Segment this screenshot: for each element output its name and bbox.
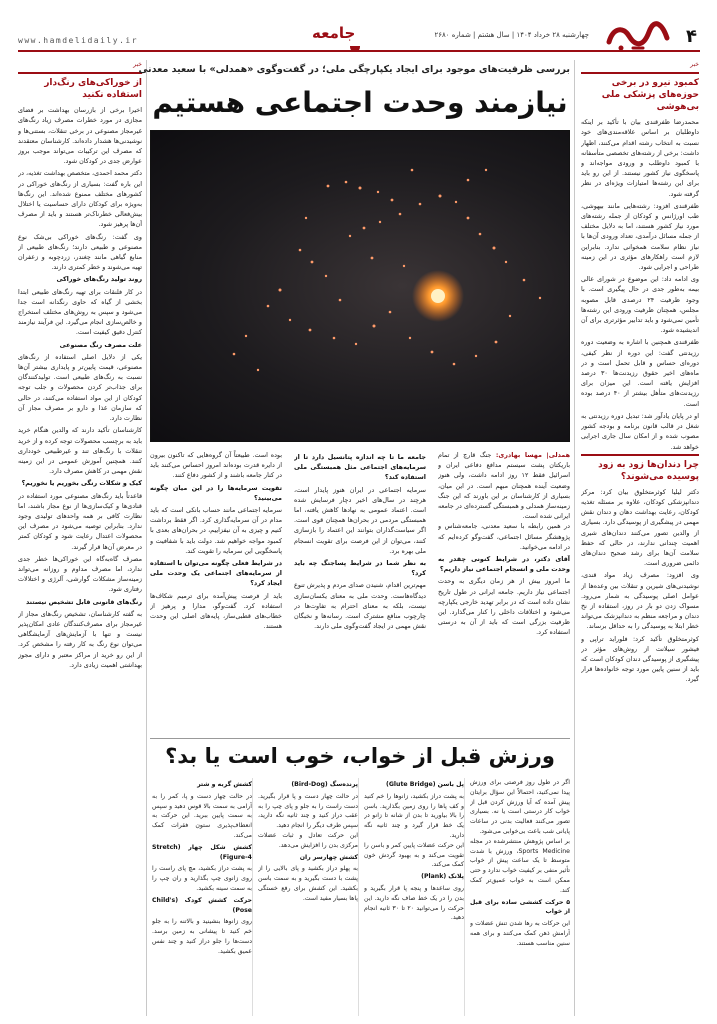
- news-paragraph: یکی از دلایل اصلی استفاده از رنگ‌های مصنوعی، قیمت پایین‌تر و پایداری بیشتر آن‌ها نسبت به رنگ‌های طبیعی است. تولیدکنندگان برای جذاب‌تر کردن محصولات و جلب توجه کودکان از این مواد استفاده می‌کنند، در حالی که سازمان غذا و دارو بر مصرف مجاز آن نظارت دارد.: [18, 352, 142, 423]
- interview-column-3: [150, 450, 282, 735]
- news-paragraph: به گفته کارشناسان، تشخیص رنگ‌های مجاز از غیرمجاز برای مصرف‌کنندگان عادی امکان‌پذیر نیست و تنها با آزمایش‌های آزمایشگاهی می‌توان نوع رنگ به کار رفته را مشخص کرد. از این رو خرید از مراکز معتبر و دارای مجوز بهداشتی اهمیت زیادی دارد.: [18, 609, 142, 669]
- news-kicker: خبر: [690, 61, 699, 68]
- news-subhead: روند تولید رنگ‌های خوراکی: [56, 275, 142, 284]
- article-paragraph: این حرکت عضلات پایین کمر و باسن را تقویت می‌کند و به بهبود گردش خون کمک می‌کند.: [364, 841, 464, 869]
- article-paragraph: بر اساس پژوهش منتشرشده در مجله Sports Medicine، ورزش با شدت متوسط تا یک ساعت پیش از خواب تأثیر منفی بر کیفیت خواب ندارد و حتی ممکن است به خواب عمیق‌تر کمک کند.: [470, 837, 570, 894]
- news-headline: کمبود نیرو در برخی حوزه‌های پزشکی ملی بی‌هوشی: [581, 72, 699, 113]
- article-paragraph: روی زانوها بنشینید و بالاتنه را به جلو خم کنید تا پیشانی به زمین برسد. دست‌ها را جلو دراز کنید و چند نفس عمیق بکشید.: [152, 918, 252, 955]
- news-paragraph: دکتر لیلیا کوثرمتخلوق بیان کرد: مرکز دندانپزشکی کودکان، علاوه بر مسئله تغذیه کودکان، رعایت بهداشت دهان و دندان نقش مهمی در پیشگیری از پوسیدگی دارد. بسیاری از والدین تصور می‌کنند دندان‌های شیری اهمیت چندانی ندارند، در حالی که حفظ سلامت آن‌ها برای رشد صحیح دندان‌های دائمی ضروری است.: [581, 487, 699, 568]
- sport-subhead: پرنده‌سگ (Bird-Dog): [291, 781, 358, 788]
- sport-column-4: [152, 778, 252, 1016]
- news-paragraph: در کار فلنقات برای تهیه رنگ‌های طبیعی ابتدا بخشی از گیاه که حاوی رنگدانه است جدا می‌شود و سپس به روش‌های مختلف استخراج و خالص‌سازی انجام می‌گیرد. این فرآیند نیازمند کنترل دقیق کیفیت است.: [18, 287, 142, 337]
- issue-info: چهارشنبه ۲۸ خرداد ۱۴۰۴ | سال هشتم | شماره ۲۶۸۰: [434, 31, 589, 39]
- sport-subhead: کشش شکل چهار (Stretch Figure-4): [152, 843, 252, 861]
- news-paragraph: کوثرمتخلوق تأکید کرد: فلوراید تراپی و فیشور سیلانت از روش‌های مؤثر در پیشگیری از پوسیدگی دندان کودکان است که باید از سنین پایین مورد توجه خانواده‌ها قرار گیرد.: [581, 634, 699, 684]
- left-news-column: [18, 60, 142, 1016]
- page-number: ۴: [686, 26, 697, 47]
- news-paragraph: وی ادامه داد: این موضوع در شورای عالی بیمه به‌طور جدی در حال پیگیری است. با وجود ظرفیت ۲۴ درصدی قابل مصوبه مجلس، همچنان ظرفیت ورودی این رشته‌ها تأمین نمی‌شود و باید تدابیر مؤثرتری برای آن اندیشیده شود.: [581, 275, 699, 335]
- interview-answer: سرمایه اجتماعی در ایران هنوز پایدار است، هرچند در سال‌های اخیر دچار فرسایش شده است. اعتماد عمومی به نهادها کاهش یافته، اما همبستگی مردمی در بحران‌ها همچنان قوی است. اگر سیاست‌گذاران بتوانند این اعتماد را بازسازی کنند، می‌توان از این فرصت برای تقویت انسجام ملی بهره برد.: [294, 485, 426, 555]
- sport-subhead: ۵ حرکت کششی ساده برای قبل از خواب: [470, 898, 570, 916]
- article-paragraph: این حرکات به رها شدن تنش عضلات و آرامش ذهن کمک می‌کنند و برای همه سنین مناسب هستند.: [470, 920, 570, 947]
- news-headline: چرا دندان‌ها زود به زود پوسیده می‌شوند؟: [581, 454, 699, 483]
- lead-text: جنگ قارچ از تمام باریکتان پشت سیستم مدافع دفاعی ایران و اسرائیل فقط ۱۲ روز ادامه داشت، ولی هنوز وضعیت آینده همچنان مبهم است. در این میان، بسیاری از کارشناسان بر این باورند که این جنگ زمینه‌ساز همدلی و همبستگی گسترده‌ای در جامعه ایرانی شده است.: [438, 451, 570, 521]
- sport-column-2: [364, 778, 464, 1016]
- article-paragraph: اگر در طول روز فرصتی برای ورزش پیدا نمی‌کنید، احتمالاً این سؤال برایتان پیش آمده که آیا ورزش کردن قبل از خواب کار درستی است یا نه. بسیاری تصور می‌کنند فعالیت بدنی در ساعات پایانی شب باعث بی‌خوابی می‌شود.: [470, 779, 570, 835]
- article-paragraph: بوده است. طبیعتاً آن گروه‌هایی که تاکنون بیرون از دایره قدرت بوده‌اند امروز احساس می‌کنند باید در کنار جامعه باشند و از کشور دفاع کنند.: [150, 451, 282, 480]
- sport-subhead: کشش چهارسر ران: [299, 853, 358, 861]
- column-divider: [358, 778, 359, 1016]
- news-paragraph: قاعدتاً باید رنگ‌های مصنوعی مورد استفاده در قنادی‌ها و کیک‌سازی‌ها از نوع مجاز باشند، اما نظارت کافی بر همه واحدهای تولیدی وجود ندارد. بنابراین توصیه می‌شود در مصرف این محصولات اعتدال رعایت شود و کودکان کمتر در معرض آن‌ها قرار گیرند.: [18, 491, 142, 551]
- news-paragraph: او در پایان یادآور شد: تبدیل دوره رزیدنتی به شغل در قالب قانون برنامه و بودجه کشور مصوب شده و از امکان سال جاری اجرایی خواهد شد.: [581, 411, 699, 451]
- news-paragraph: کارشناسان تأکید دارند که والدین هنگام خرید باید به برچسب محصولات توجه کرده و از خرید تنقلات با رنگ‌های تند و غیرطبیعی خودداری کنند. همچنین آموزش عمومی در این زمینه نقش مهمی در کاهش مصرف دارد.: [18, 426, 142, 476]
- news-paragraph: دکتر محمد احمدی، متخصص بهداشت تغذیه، در این باره گفت: بسیاری از رنگ‌های خوراکی در کشورهای مختلف ممنوع شده‌اند. این رنگ‌ها به‌ویژه برای کودکان دارای حساسیت یا اختلال بیش‌فعالی خطرناک‌تر هستند و باید از مصرف آن‌ها پرهیز شود.: [18, 169, 142, 229]
- section-rule: [150, 738, 570, 739]
- article-paragraph: روی ساعدها و پنجه پا قرار بگیرید و بدن را در یک خط صاف نگه دارید. این حرکت را می‌توانید ۲۰ تا ۳۰ ثانیه انجام دهید.: [364, 884, 464, 922]
- news-paragraph: مصرف گاه‌به‌گاه این خوراکی‌ها خطر جدی ندارد، اما مصرف مداوم و روزانه می‌تواند زمینه‌ساز مشکلات گوارشی، آلرژی و اختلالات رفتاری شود.: [18, 554, 142, 594]
- photo-frame: [150, 130, 570, 442]
- news-subhead: علت مصرف رنگ مصنوعی: [59, 340, 142, 349]
- sport-column-1: [470, 778, 570, 1016]
- article-paragraph: در همین رابطه با سعید معدنی، جامعه‌شناس و پژوهشگر مسائل اجتماعی، گفت‌وگو کرده‌ایم که در ادامه می‌خوانید.: [438, 522, 570, 551]
- article-paragraph: به پشت دراز بکشید، زانوها را خم کنید و کف پاها را روی زمین بگذارید. باسن را بالا بیاورید تا بدن از شانه تا زانو در یک خط قرار گیرد و چند ثانیه نگه دارید.: [364, 792, 464, 839]
- news-subhead: کیک و شکلات رنگی بخوریم یا نخوریم؟: [21, 479, 142, 488]
- interview-answer: ما امروز بیش از هر زمان دیگری به وحدت اجتماعی نیاز داریم. جامعه ایرانی در طول تاریخ نشان داده است که در برابر تهدید خارجی یکپارچه می‌شود و اختلافات داخلی را کنار می‌گذارد. این ظرفیت بزرگی است که باید از آن به درستی استفاده کرد.: [438, 577, 570, 637]
- sport-subhead: پل باسن (Glute Bridge): [386, 781, 464, 788]
- interview-question: جامعه ما تا چه اندازه پتانسیل دارد تا از سرمایه‌های اجتماعی مثل همبستگی ملی استفاده کند؟: [294, 453, 426, 482]
- news-paragraph: وی افزود: مصرف زیاد مواد قندی، نوشیدنی‌های شیرین و تنقلات بین وعده‌ها از عوامل اصلی پوسیدگی به شمار می‌رود. مسواک زدن دو بار در روز، استفاده از نخ دندان و مراجعه منظم به دندانپزشک می‌تواند خطر ابتلا به پوسیدگی را به حداقل برساند.: [581, 571, 699, 631]
- sport-article-title: ورزش قبل از خواب، خوب است یا بد؟: [165, 744, 555, 768]
- news-headline: از خوراکی‌های رنگ‌دار استفاده نکنید: [18, 72, 142, 101]
- interview-body: [150, 450, 570, 735]
- article-paragraph: به پهلو دراز بکشید و پای بالایی را از پشت با دست بگیرید و به سمت باسن بکشید. این کشش برای رفع خستگی پاها بسیار مفید است.: [258, 865, 358, 902]
- sport-subhead: کشش گربه و شتر: [197, 781, 252, 788]
- header-rule: [18, 50, 700, 52]
- right-news-column: [581, 60, 699, 1016]
- interview-answer: باید از فرصت پیش‌آمده برای ترمیم شکاف‌ها استفاده کرد. گفت‌وگو، مدارا و پرهیز از خطاب‌های قطبی‌ساز، پایه‌های اصلی این وحدت هستند.: [150, 591, 282, 631]
- interview-question: در شرایط فعلی چگونه می‌توان با استفاده از سرمایه‌های اجتماعی یک وحدت ملی ایجاد کرد؟: [150, 559, 282, 588]
- interview-question: آقای دکتر، در شرایط کنونی چقدر به وحدت ملی و انسجام اجتماعی نیاز داریم؟: [438, 555, 570, 574]
- article-paragraph: به پشت دراز بکشید، مچ پای راست را روی زانوی چپ بگذارید و ران چپ را به سمت سینه بکشید.: [152, 865, 252, 892]
- interview-question: تقویت سرمایه‌ها را در این میان چگونه می‌بینید؟: [150, 483, 282, 502]
- article-paragraph: در حالت چهار دست و پا قرار بگیرید. دست راست را به جلو و پای چپ را به عقب دراز کنید و چند ثانیه نگه دارید، سپس طرف دیگر را انجام دهید.: [258, 792, 358, 830]
- column-divider: [574, 60, 575, 1016]
- article-paragraph: در حالت چهار دست و پا، کمر را به آرامی به سمت بالا قوس دهید و سپس به سمت پایین ببرید. این حرکت به انعطاف‌پذیری ستون فقرات کمک می‌کند.: [152, 792, 252, 839]
- sport-column-3: [258, 778, 358, 1016]
- news-paragraph: وی گفت: رنگ‌های خوراکی بی‌شک نوع مصنوعی و طبیعی دارند؛ رنگ‌های طبیعی از منابع گیاهی مانند چغندر، زردچوبه و زعفران تهیه می‌شوند و خطر کمتری دارند.: [18, 232, 142, 272]
- article-supertitle: بررسی ظرفیت‌های موجود برای ایجاد یکپارچگی ملی؛ در گفت‌وگوی «همدلی» با سعید معدنی: [138, 64, 570, 75]
- hamdeli-logo: [603, 18, 673, 54]
- lead-author: مهسا بهادری:: [495, 451, 542, 459]
- news-kicker: خبر: [133, 61, 142, 68]
- interview-question: به نظر شما در شرایط پساجنگ چه باید کرد؟: [294, 559, 426, 578]
- article-paragraph: این حرکت تعادل و ثبات عضلات مرکزی بدن را افزایش می‌دهد.: [258, 831, 358, 849]
- news-paragraph: ظفرقندی همچنین با اشاره به وضعیت دوره رزیدنتی گفت: این دوره از نظر کیفی، دوره‌ای حساس و قابل تحمل است و در ماه‌های اخیر حقوق رزیدنت‌ها ۳۰ درصد افزایش یافته است. این میزان برای رزیدنت‌های متأهل بیشتر از ۴۰ درصد بوده است.: [581, 338, 699, 408]
- interview-column-1: [438, 450, 570, 735]
- article-title: نیازمند وحدت اجتماعی هستیم: [152, 86, 568, 119]
- site-url[interactable]: www.hamdelidaily.ir: [18, 36, 139, 45]
- column-divider: [146, 60, 147, 1016]
- interview-answer: سرمایه اجتماعی مانند حساب بانکی است که باید مدام در آن سرمایه‌گذاری کرد. اگر فقط برداشت کنیم و چیزی به آن نیفزاییم، در بحران‌های بعدی با کمبود مواجه خواهیم شد. دولت باید با شفافیت و پاسخگویی این سرمایه را تقویت کند.: [150, 506, 282, 555]
- news-paragraph: محمدرضا ظفرقندی بیان با تأکید بر اینکه داوطلبان بر اساس علاقه‌مندی‌های خود نسبت به انتخاب رشته اقدام می‌کنند، اظهار داشت: برخی از رشته‌های تخصصی متأسفانه با کمبود داوطلب و ورودی مواجه‌اند و پاسخگوی نیاز کشور نیستند. از این رو باید برای این رشته‌ها امتیازات ویژه‌ای در نظر گرفته شود.: [581, 118, 699, 198]
- page-header: [0, 0, 717, 62]
- column-divider: [252, 778, 253, 1016]
- sport-article-body: [150, 778, 570, 1016]
- interview-answer: مهم‌ترین اقدام، شنیدن صدای مردم و پذیرش تنوع دیدگاه‌هاست. وحدت ملی به معنای یکسان‌سازی نیست، بلکه به معنای احترام به تفاوت‌ها در چارچوب منافع مشترک است. رسانه‌ها و نخبگان نقش مهمی در ایجاد گفت‌وگوی ملی دارند.: [294, 581, 426, 631]
- news-paragraph: ظفرقندی افزود: رشته‌هایی مانند بیهوشی، طب اورژانس و کودکان از جمله رشته‌های مورد نیاز کشور هستند، اما به دلایل مختلف از جمله مسائل درآمدی، تعداد ورودی آن‌ها با نیاز نظام سلامت همخوانی ندارد. بنابراین لازم است راهکارهای مؤثری در این زمینه طراحی و اجرایی شود.: [581, 201, 699, 272]
- sport-subhead: پلانک (Plank): [421, 873, 464, 881]
- lead-source: همدلی|: [546, 451, 570, 459]
- news-paragraph: اخیرا برخی از بازرسان بهداشت بر فضای مجازی در مورد خطرات مصرف زیاد رنگ‌های غیرمجاز مصنوعی در برخی تنقلات، بستنی‌ها و نوشیدنی‌ها هشدار داده‌اند. کارشناسان معتقدند که مصرف این ترکیبات می‌تواند موجب بروز عوارض جدی در کودکان شود.: [18, 106, 142, 166]
- column-divider: [464, 778, 465, 1016]
- lead-paragraph: [438, 450, 570, 521]
- sport-subhead: حرکت کشش کودک (Child's Pose): [152, 896, 252, 914]
- interview-column-2: [294, 450, 426, 735]
- news-subhead: رنگ‌های قانونی قابل تشخیص نیستند: [25, 597, 142, 606]
- section-title: جامعه: [312, 24, 356, 42]
